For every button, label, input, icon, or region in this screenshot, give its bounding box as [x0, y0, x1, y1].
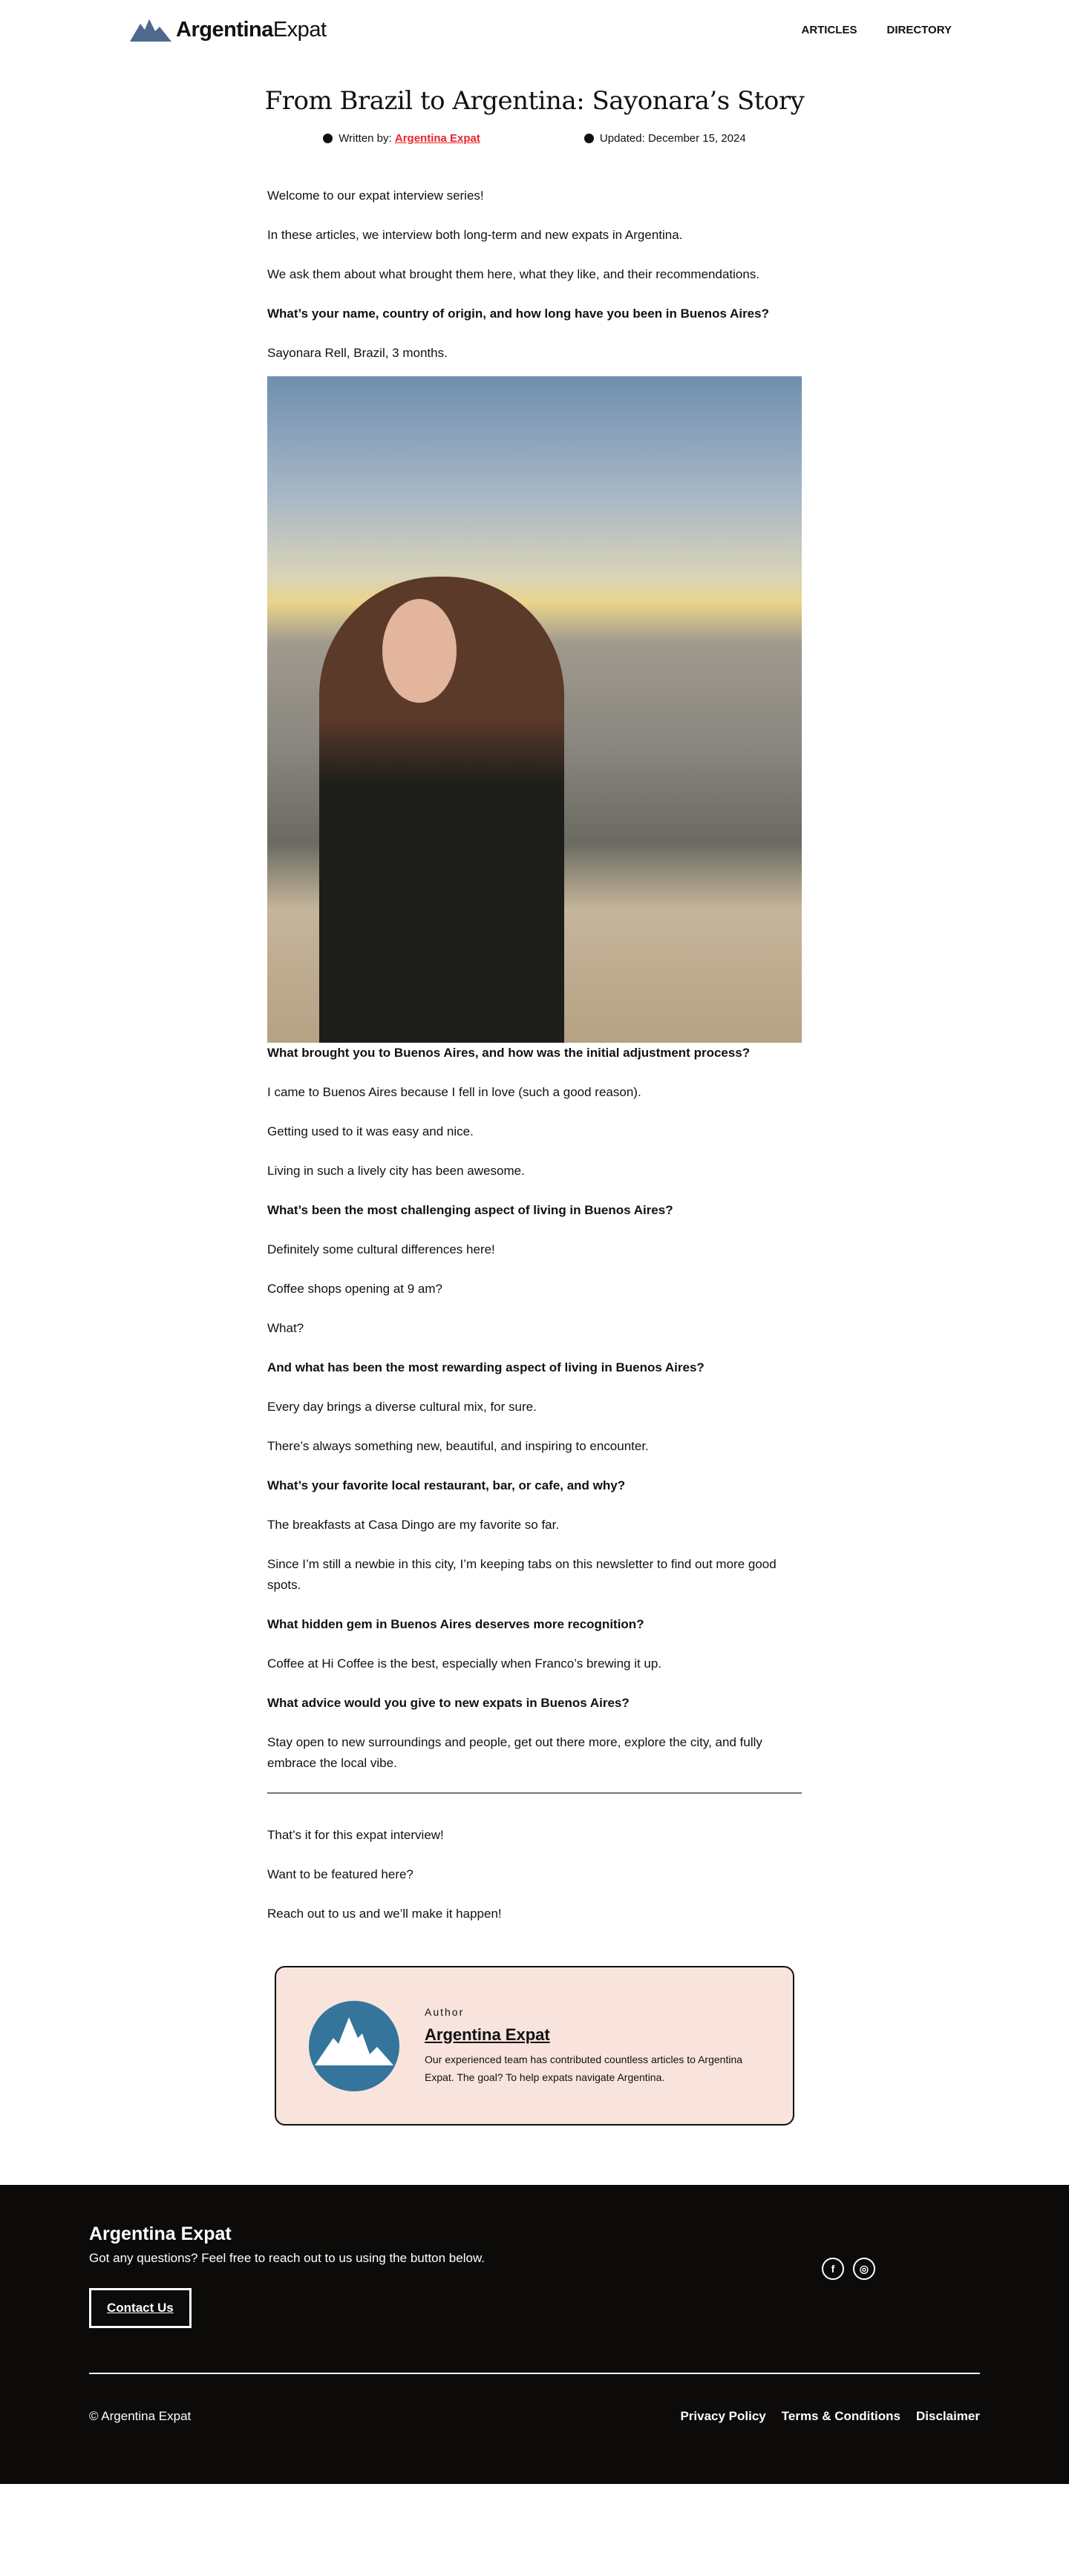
- paragraph: Stay open to new surroundings and people, get out there more, explore the city, and fully embrace the local vibe.: [267, 1735, 762, 1770]
- site-header: [0, 0, 1069, 59]
- privacy-policy-link[interactable]: Privacy Policy: [680, 2409, 766, 2423]
- site-footer: [0, 2185, 1069, 2484]
- paragraph: I came to Buenos Aires because I fell in love (such a good reason).: [267, 1085, 641, 1099]
- instagram-icon[interactable]: ◎: [853, 2258, 875, 2280]
- main-nav: [801, 24, 952, 36]
- paragraph: Coffee at Hi Coffee is the best, especially when Franco’s brewing it up.: [267, 1656, 662, 1671]
- disclaimer-link[interactable]: Disclaimer: [916, 2409, 980, 2423]
- terms-link[interactable]: Terms & Conditions: [781, 2409, 900, 2423]
- clock-icon: [584, 134, 594, 143]
- paragraph: Welcome to our expat interview series!: [267, 189, 484, 203]
- paragraph: We ask them about what brought them here, what they like, and their recommendations.: [267, 267, 760, 281]
- logo-light: Expat: [272, 17, 327, 42]
- paragraph: The breakfasts at Casa Dingo are my favorite so far.: [267, 1518, 560, 1532]
- paragraph: What?: [267, 1321, 304, 1335]
- author-box: [275, 1966, 794, 2126]
- divider: [267, 1792, 802, 1794]
- author-link[interactable]: Argentina Expat: [394, 132, 480, 145]
- article-meta: [0, 132, 1069, 145]
- paragraph: Every day brings a diverse cultural mix, for sure.: [267, 1400, 537, 1414]
- author-avatar: [309, 2001, 399, 2091]
- question: What’s your favorite local restaurant, bar, or cafe, and why?: [267, 1478, 626, 1492]
- question: What’s your name, country of origin, and how long have you been in Buenos Aires?: [267, 307, 769, 321]
- author-label: Author: [425, 2005, 465, 2018]
- page-title: From Brazil to Argentina: Sayonara’s Story: [264, 86, 805, 116]
- interview-photo: [267, 376, 802, 1043]
- nav-directory[interactable]: DIRECTORY: [886, 23, 952, 36]
- author-name-link[interactable]: Argentina Expat: [425, 2025, 550, 2044]
- paragraph: In these articles, we interview both long-term and new expats in Argentina.: [267, 228, 683, 242]
- question: And what has been the most rewarding aspect of living in Buenos Aires?: [267, 1360, 705, 1374]
- paragraph: That’s it for this expat interview!: [267, 1828, 444, 1842]
- footer-divider: [89, 2373, 980, 2374]
- social-links: [822, 2258, 875, 2280]
- paragraph: Coffee shops opening at 9 am?: [267, 1282, 442, 1296]
- question: What’s been the most challenging aspect of living in Buenos Aires?: [267, 1203, 673, 1217]
- copyright: © Argentina Expat: [89, 2409, 192, 2423]
- written-by-label: Written by:: [339, 132, 392, 145]
- mountain-icon: [309, 2001, 399, 2091]
- nav-articles[interactable]: ARTICLES: [801, 23, 857, 36]
- footer-title: Argentina Expat: [89, 2223, 232, 2244]
- logo-bold: Argentina: [176, 17, 273, 42]
- author-bio: Our experienced team has contributed countless articles to Argentina Expat. The goal? To help expats navigate Argentina.: [425, 2053, 743, 2083]
- paragraph: Definitely some cultural differences here!: [267, 1242, 495, 1256]
- mountain-logo-icon: [130, 18, 171, 42]
- paragraph: Living in such a lively city has been awesome.: [267, 1164, 525, 1178]
- site-logo[interactable]: [130, 18, 327, 42]
- interview-content: [267, 1043, 802, 1774]
- facebook-icon[interactable]: f: [822, 2258, 844, 2280]
- question: What advice would you give to new expats in Buenos Aires?: [267, 1696, 630, 1710]
- article-body: [267, 186, 802, 1924]
- question: What hidden gem in Buenos Aires deserves more recognition?: [267, 1617, 644, 1631]
- updated-date: Updated: December 15, 2024: [599, 132, 746, 145]
- paragraph: Reach out to us and we’ll make it happen!: [267, 1907, 502, 1921]
- paragraph: There’s always something new, beautiful, and inspiring to encounter.: [267, 1439, 649, 1453]
- footer-subtitle: Got any questions? Feel free to reach out to us using the button below.: [89, 2251, 486, 2265]
- user-icon: [323, 134, 333, 143]
- paragraph: Getting used to it was easy and nice.: [267, 1124, 474, 1138]
- question: What brought you to Buenos Aires, and how was the initial adjustment process?: [267, 1046, 751, 1060]
- contact-us-button[interactable]: Contact Us: [89, 2288, 192, 2328]
- paragraph: Sayonara Rell, Brazil, 3 months.: [267, 346, 448, 360]
- paragraph: Want to be featured here?: [267, 1867, 413, 1881]
- paragraph: Since I’m still a newbie in this city, I’m keeping tabs on this newsletter to find out more good spots.: [267, 1557, 777, 1592]
